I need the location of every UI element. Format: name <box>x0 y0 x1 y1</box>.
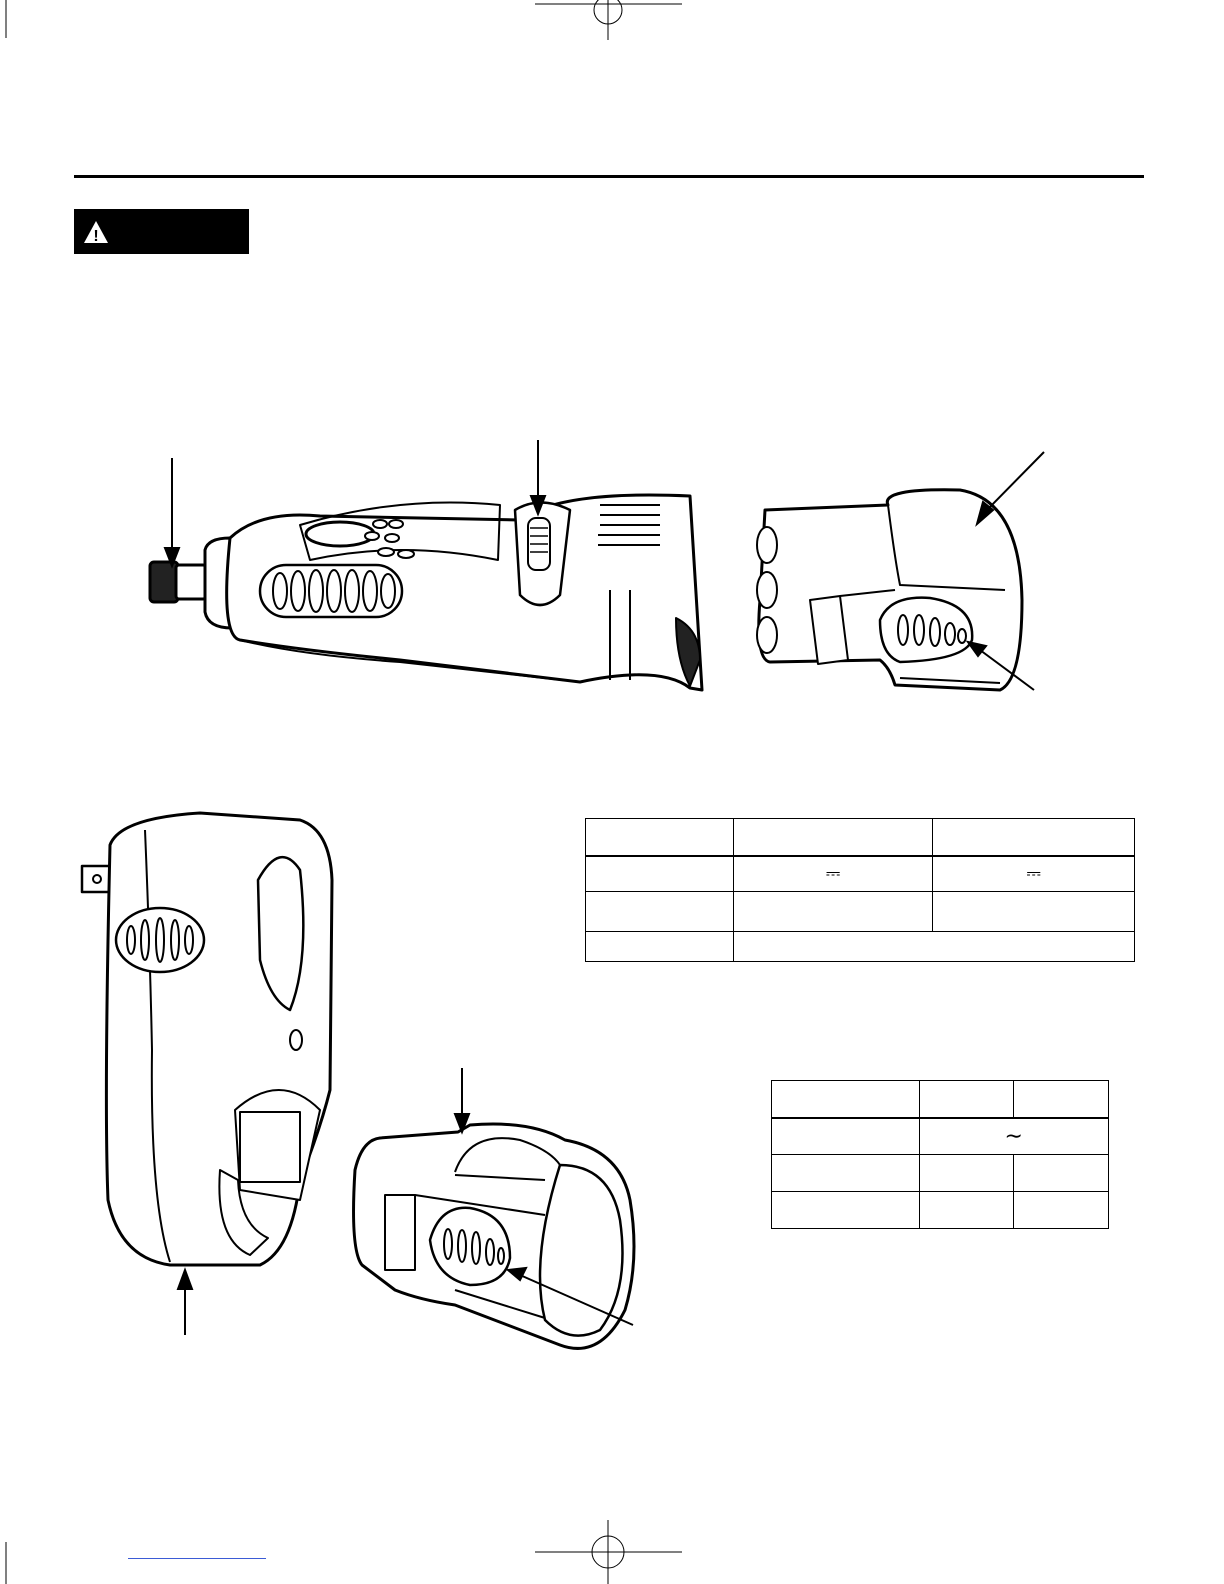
header-rule <box>74 175 1144 178</box>
registration-mark-top <box>535 0 682 40</box>
table-row <box>772 1155 1109 1192</box>
table-cell <box>586 892 734 932</box>
ac-symbol: ∼ <box>919 1118 1108 1155</box>
table-cell <box>1014 1155 1109 1192</box>
registration-mark-bottom <box>535 1520 682 1584</box>
table-cell <box>772 1118 920 1155</box>
dc-symbol: ⎓ <box>733 856 933 892</box>
table-cell <box>1014 1192 1109 1229</box>
charger-drawing <box>82 813 332 1265</box>
table-cell <box>919 1155 1014 1192</box>
table-cell <box>772 1081 920 1118</box>
svg-text:!: ! <box>93 228 99 245</box>
table-row <box>586 819 1135 856</box>
table-cell <box>933 819 1135 856</box>
table-row <box>586 932 1135 962</box>
table-cell <box>919 1081 1014 1118</box>
table-cell <box>772 1155 920 1192</box>
dc-symbol: ⎓ <box>933 856 1135 892</box>
callout-arrow-charger <box>178 1270 192 1335</box>
warning-label-box <box>74 209 249 254</box>
table-row <box>772 1118 1109 1155</box>
table-row <box>772 1192 1109 1229</box>
table-cell <box>586 819 734 856</box>
table-cell <box>733 892 933 932</box>
table-cell <box>1014 1081 1109 1118</box>
table-row <box>586 892 1135 932</box>
table-cell <box>586 856 734 892</box>
spec-table-charger <box>771 1080 1109 1229</box>
table-cell <box>733 932 1134 962</box>
battery-front-drawing <box>354 1124 634 1348</box>
table-cell <box>772 1192 920 1229</box>
footer-link-underline <box>128 1558 266 1559</box>
table-cell <box>586 932 734 962</box>
table-cell <box>919 1192 1014 1229</box>
table-cell <box>733 819 933 856</box>
table-row <box>772 1081 1109 1118</box>
table-row <box>586 856 1135 892</box>
rotary-tool-drawing <box>150 495 702 690</box>
table-cell <box>933 892 1135 932</box>
spec-table-tool <box>585 818 1135 962</box>
warning-triangle-icon <box>74 209 114 254</box>
